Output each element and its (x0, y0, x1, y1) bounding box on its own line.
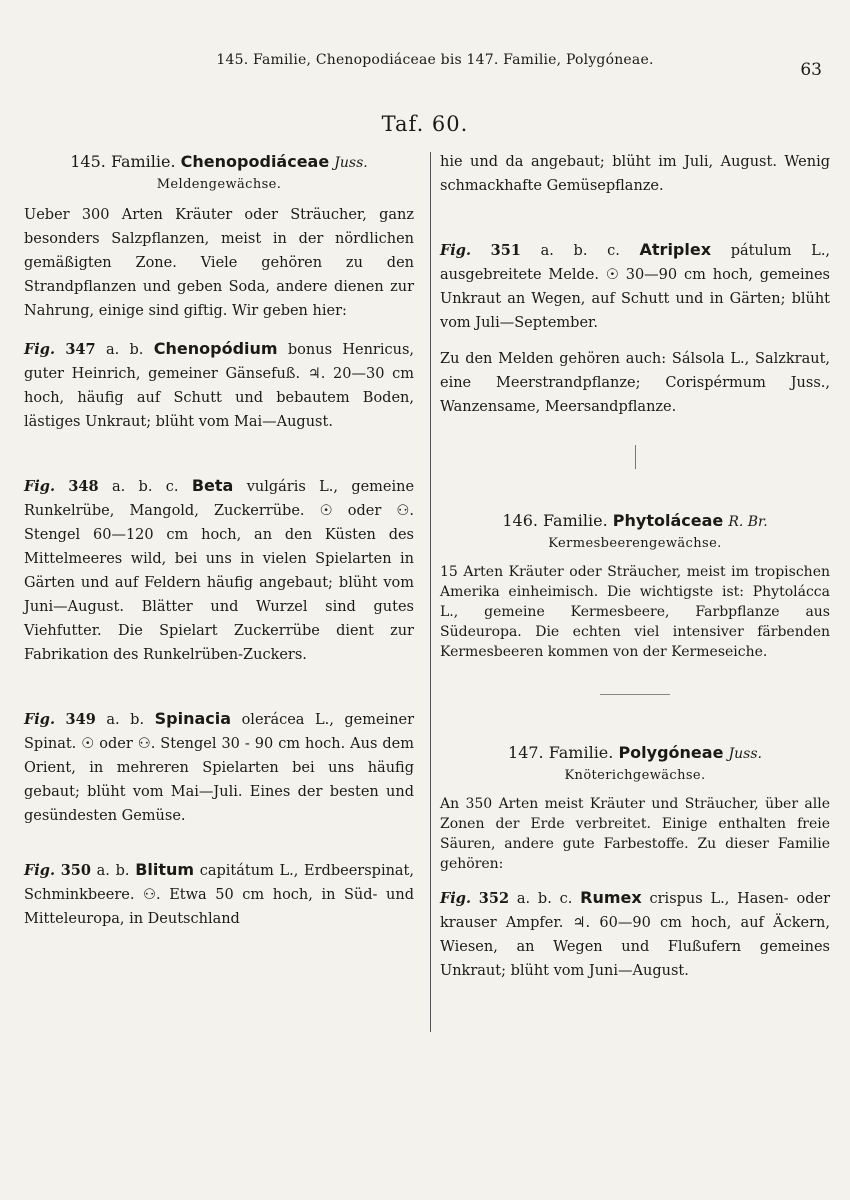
running-head: 145. Familie, Chenopodiáceae bis 147. Familie, Polygóneae. (216, 52, 654, 68)
fig-number: 347 (65, 341, 96, 358)
genus-name: Chenopódium (153, 339, 278, 358)
fig-description: bonus Henricus, guter Heinrich, gemeiner Gänsefuß. ♃. 20—30 cm hoch, häufig auf Schutt und bebautem Boden, lästiges Unkraut; blüht vom Mai—August. (24, 342, 414, 430)
family-145-intro: Ueber 300 Arten Kräuter oder Sträucher, ganz besonders Salzpflanzen, meist in der nördlichen gemäßigten Zone. Viele gehören zu den Strandpflanzen und geben Soda, andere dienen zur Nahrung, einige sind giftig. Wir geben hier: (24, 207, 414, 319)
family-146-author: R. Br. (728, 514, 768, 530)
fig-parts: a. b. (106, 712, 145, 728)
fig-number: 349 (65, 711, 96, 728)
family-147-author: Juss. (728, 746, 762, 762)
family-146-title (440, 509, 830, 534)
melden-note: Zu den Melden gehören auch: Sálsola L., Salzkraut, eine Meerstrandpflanze; Corispérmum Juss., Wanzensame, Meersandpflanze. (440, 351, 830, 415)
right-column (440, 150, 830, 983)
fig-349-entry (24, 707, 414, 828)
fig-description: vulgáris L., gemeine Runkelrübe, Mangold, Zuckerrübe. ☉ oder ⚇. Stengel 60—120 cm hoch, an den Küsten des Mittelmeeres wild, bei uns in vielen Spielarten in Gärten und auf Feldern häufig angebaut; blüht vom Juni—August. Blätter und Wurzel sind gutes Viehfutter. Die Spielart Zuckerrübe dient zur Fabrikation des Runkelrüben-Zuckers. (24, 479, 415, 663)
fig-number: 350 (60, 862, 91, 879)
plate-title: Taf. 60. (381, 112, 469, 136)
fig-347-entry (24, 337, 414, 434)
family-146-subtitle: Kermesbeerengewächse. (548, 536, 722, 551)
column-divider (430, 152, 431, 1032)
family-147-name: Polygóneae (618, 743, 724, 762)
section-rule (635, 445, 636, 469)
fig-label: Fig. (440, 890, 471, 907)
fig-description: olerácea L., gemeiner Spinat. ☉ oder ⚇. Stengel 30 - 90 cm hoch. Aus dem Orient, in mehreren Spielarten bei uns häufig gebaut; blüht vom Mai—Juli. Eines der besten und gesündesten Gemüse. (24, 712, 415, 824)
fig-label: Fig. (24, 478, 55, 495)
fig-description: pátulum L., ausgebreitete Melde. ☉ 30—90 cm hoch, gemeines Unkraut an Wegen, auf Schutt und in Gärten; blüht vom Juli—September. (440, 243, 831, 331)
page-number: 63 (800, 60, 822, 80)
fig-description: capitátum L., Erdbeerspinat, Schminkbeere. ⚇. Etwa 50 cm hoch, in Süd- und Mitteleuropa, in Deutschland (24, 863, 414, 927)
family-146-prefix: 146. Familie. (502, 511, 608, 530)
family-145-author: Juss. (334, 155, 368, 171)
fig-348-entry (24, 474, 414, 667)
fig-description: crispus L., Hasen- oder krauser Ampfer. ♃. 60—90 cm hoch, auf Äckern, Wiesen, an Wegen und Flußufern gemeines Unkraut; blüht vom Juni—August. (440, 891, 830, 979)
genus-name: Atriplex (639, 240, 712, 259)
family-147-prefix: 147. Familie. (508, 743, 614, 762)
genus-name: Blitum (135, 860, 195, 879)
family-145-name: Chenopodiáceae (180, 152, 330, 171)
fig-label: Fig. (24, 711, 55, 728)
family-146-name: Phytoláceae (612, 511, 724, 530)
fig-351-entry (440, 238, 830, 335)
family-147-title (440, 741, 830, 766)
family-145-title (24, 150, 414, 175)
fig-label: Fig. (24, 341, 55, 358)
fig-label: Fig. (440, 242, 471, 259)
fig-350-entry (24, 858, 414, 931)
fig-parts: a. b. c. (111, 479, 179, 495)
fig-352-entry (440, 886, 830, 983)
fig-350-continuation: hie und da angebaut; blüht im Juli, August. Wenig schmackhafte Gemüsepflanze. (440, 154, 830, 194)
family-146-text: 15 Arten Kräuter oder Sträucher, meist im tropischen Amerika einheimisch. Die wichtigste ist: Phytolácca L., gemeine Kermesbeere, Farbpflanze aus Südeuropa. Die echten viel intensiver färbenden Kermesbeeren kommen von der Kermeseiche. (440, 564, 830, 660)
fig-label: Fig. (24, 862, 55, 879)
genus-name: Spinacia (154, 709, 232, 728)
family-145-subtitle: Meldengewächse. (156, 177, 282, 192)
family-147-subtitle: Knöterichgewächse. (564, 768, 706, 783)
family-147-text: An 350 Arten meist Kräuter und Sträucher, über alle Zonen der Erde verbreitet. Einige enthalten freie Säuren, andere gute Farbestoffe. Zu dieser Familie gehören: (440, 796, 830, 872)
fig-parts: a. b. c. (516, 891, 573, 907)
genus-name: Beta (191, 476, 234, 495)
fig-parts: a. b. c. (540, 243, 620, 259)
family-145-prefix: 145. Familie. (70, 152, 176, 171)
fig-parts: a. b. (105, 342, 144, 358)
left-column (24, 150, 414, 931)
fig-number: 352 (478, 890, 510, 907)
fig-number: 348 (68, 478, 99, 495)
fig-number: 351 (490, 242, 521, 259)
genus-name: Rumex (580, 888, 642, 907)
fig-parts: a. b. (96, 863, 130, 879)
